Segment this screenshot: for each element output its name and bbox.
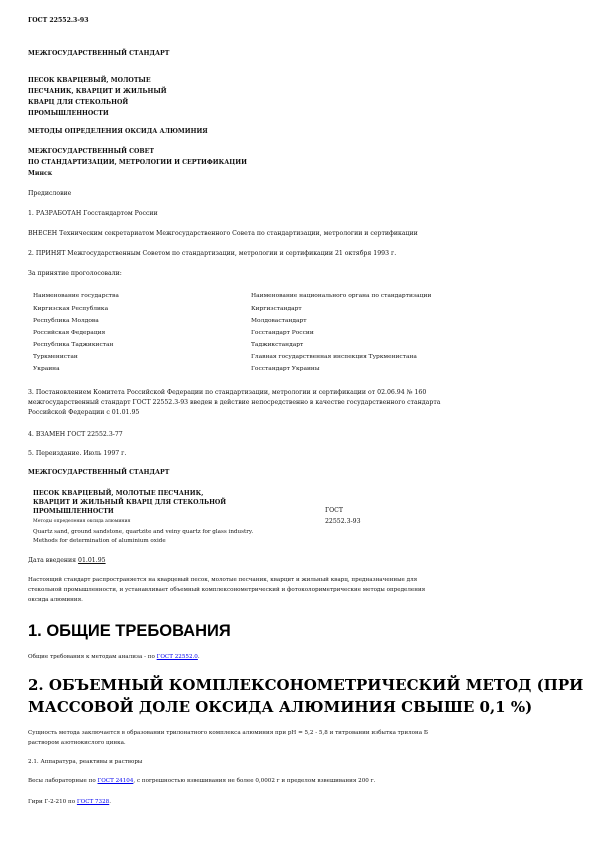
gost-number: 22552.3-93 — [325, 518, 361, 525]
scales-suffix: , с погрешностью взвешивания не более 0,0002 г и пределом взвешивания 200 г. — [133, 778, 376, 784]
doc-code: ГОСТ 22552.3-93 — [28, 17, 89, 24]
table-cell-organ: Госстандарт России — [251, 330, 314, 336]
item-2: 2. ПРИНЯТ Межгосударственным Советом по стандартизации, метрологии и сертификации 21 октября 1993 г. — [28, 250, 397, 257]
gost-24104-link[interactable]: ГОСТ 24104 — [97, 778, 134, 784]
essence-line: раствором азотнокислого цинка. — [28, 740, 126, 746]
essence-line: Сущность метода заключается в образовании трилонатного комплекса алюминия при рН = 5,2 - 5,8 и титровании избытка трилона Б — [28, 730, 428, 736]
council-line: ПО СТАНДАРТИЗАЦИИ, МЕТРОЛОГИИ И СЕРТИФИКАЦИИ — [28, 159, 247, 166]
table-cell-organ: Киргизстандарт — [251, 306, 302, 312]
weights-line — [28, 798, 111, 806]
scales-text: Весы лабораторные по — [28, 778, 98, 784]
table-cell-country: Киргизская Республика — [33, 306, 109, 312]
general-req-text: Общие требования к методам анализа - по — [28, 654, 157, 660]
item-3-line: 3. Постановлением Комитета Российской Федерации по стандартизации, метрологии и сертификации от 02.06.94 № 160 — [28, 389, 427, 396]
gost-7328-link[interactable]: ГОСТ 7328 — [76, 799, 110, 805]
weights-suffix: . — [109, 799, 112, 805]
intro-date-label: Дата введения — [28, 557, 77, 564]
item-1: 1. РАЗРАБОТАН Госстандартом России — [28, 210, 158, 217]
council-line: Минск — [28, 170, 53, 177]
title2-line: КВАРЦИТ И ЖИЛЬНЫЙ КВАРЦ ДЛЯ СТЕКОЛЬНОЙ — [33, 499, 227, 506]
voted-line: За принятие проголосовали: — [28, 270, 122, 277]
methods-line: МЕТОДЫ ОПРЕДЕЛЕНИЯ ОКСИДА АЛЮМИНИЯ — [28, 128, 208, 135]
scope-line: оксида алюминия. — [28, 597, 83, 603]
title-line: ПЕСЧАНИК, КВАРЦИТ И ЖИЛЬНЫЙ — [28, 88, 167, 95]
table-header-country: Наименование государства — [33, 293, 119, 299]
general-req-suffix: . — [197, 654, 200, 660]
methods-small: Методы определения оксида алюминия — [33, 519, 131, 524]
title2-line: ПРОМЫШЛЕННОСТИ — [33, 508, 114, 515]
table-cell-organ: Главная государственная инспекция Туркменистана — [251, 354, 417, 360]
table-cell-organ: Таджикстандарт — [251, 342, 304, 348]
section-2-heading-line: 2. ОБЪЕМНЫЙ КОМПЛЕКСОНОМЕТРИЧЕСКИЙ МЕТОД (ПРИ — [28, 676, 584, 694]
weights-text: Гири Г-2-210 по — [28, 799, 77, 805]
english-title-line: Methods for determination of aluminium oxide — [33, 538, 166, 544]
table-cell-organ: Госстандарт Украины — [251, 366, 320, 372]
introduced-by: ВНЕСЕН Техническим секретариатом Межгосударственного Совета по стандартизации, метрологии и сертификации — [28, 230, 418, 237]
english-title-line: Quartz sand, ground sandstone, quartzite and veiny quartz for glass industry. — [33, 529, 254, 535]
table-cell-organ: Молдовастандарт — [251, 318, 307, 324]
intro-date — [28, 557, 106, 565]
standard-type: МЕЖГОСУДАРСТВЕННЫЙ СТАНДАРТ — [28, 50, 170, 57]
section-1-heading: 1. ОБЩИЕ ТРЕБОВАНИЯ — [28, 622, 231, 640]
title-line: ПРОМЫШЛЕННОСТИ — [28, 110, 109, 117]
scope-line: Настоящий стандарт распространяется на кварцевый песок, молотые песчаник, кварцит и жильный кварц, предназначенные для — [28, 577, 418, 583]
table-header-organ: Наименование национального органа по стандартизации — [251, 293, 432, 299]
table-cell-country: Республика Молдова — [33, 318, 99, 324]
general-requirements — [28, 653, 200, 661]
item-3-line: межгосударственный стандарт ГОСТ 22552.3-93 введен в действие непосредственно в качестве государственного стандарта — [28, 399, 441, 406]
scope-line: стекольной промышленности, и устанавливает объемный комплексонометрический и фотоколориметрические методы определения — [28, 587, 426, 593]
table-cell-country: Республика Таджикистан — [33, 342, 114, 348]
section-2-heading-line: МАССОВОЙ ДОЛЕ ОКСИДА АЛЮМИНИЯ СВЫШЕ 0,1 %) — [28, 698, 533, 716]
scales-line — [28, 777, 375, 785]
title-line: ПЕСОК КВАРЦЕВЫЙ, МОЛОТЫЕ — [28, 77, 151, 84]
foreword: Предисловие — [28, 190, 72, 197]
item-5: 5. Переиздание. Июль 1997 г. — [28, 450, 127, 457]
standard-type-2: МЕЖГОСУДАРСТВЕННЫЙ СТАНДАРТ — [28, 469, 170, 476]
gost-22552-0-link[interactable]: ГОСТ 22552.0 — [156, 654, 198, 660]
item-3-line: Российской Федерации с 01.01.95 — [28, 409, 140, 416]
title-line: КВАРЦ ДЛЯ СТЕКОЛЬНОЙ — [28, 99, 129, 106]
table-cell-country: Украина — [33, 366, 60, 372]
gost-label: ГОСТ — [325, 507, 344, 514]
intro-date-value: 01.01.95 — [78, 557, 106, 564]
subsection-2-1: 2.1. Аппаратура, реактивы и растворы — [28, 759, 143, 765]
item-4: 4. ВЗАМЕН ГОСТ 22552.3-77 — [28, 431, 123, 438]
table-cell-country: Российская Федерация — [33, 330, 106, 336]
council-line: МЕЖГОСУДАРСТВЕННЫЙ СОВЕТ — [28, 148, 154, 155]
table-cell-country: Туркменистан — [33, 354, 78, 360]
title2-line: ПЕСОК КВАРЦЕВЫЙ, МОЛОТЫЕ ПЕСЧАНИК, — [33, 490, 204, 497]
